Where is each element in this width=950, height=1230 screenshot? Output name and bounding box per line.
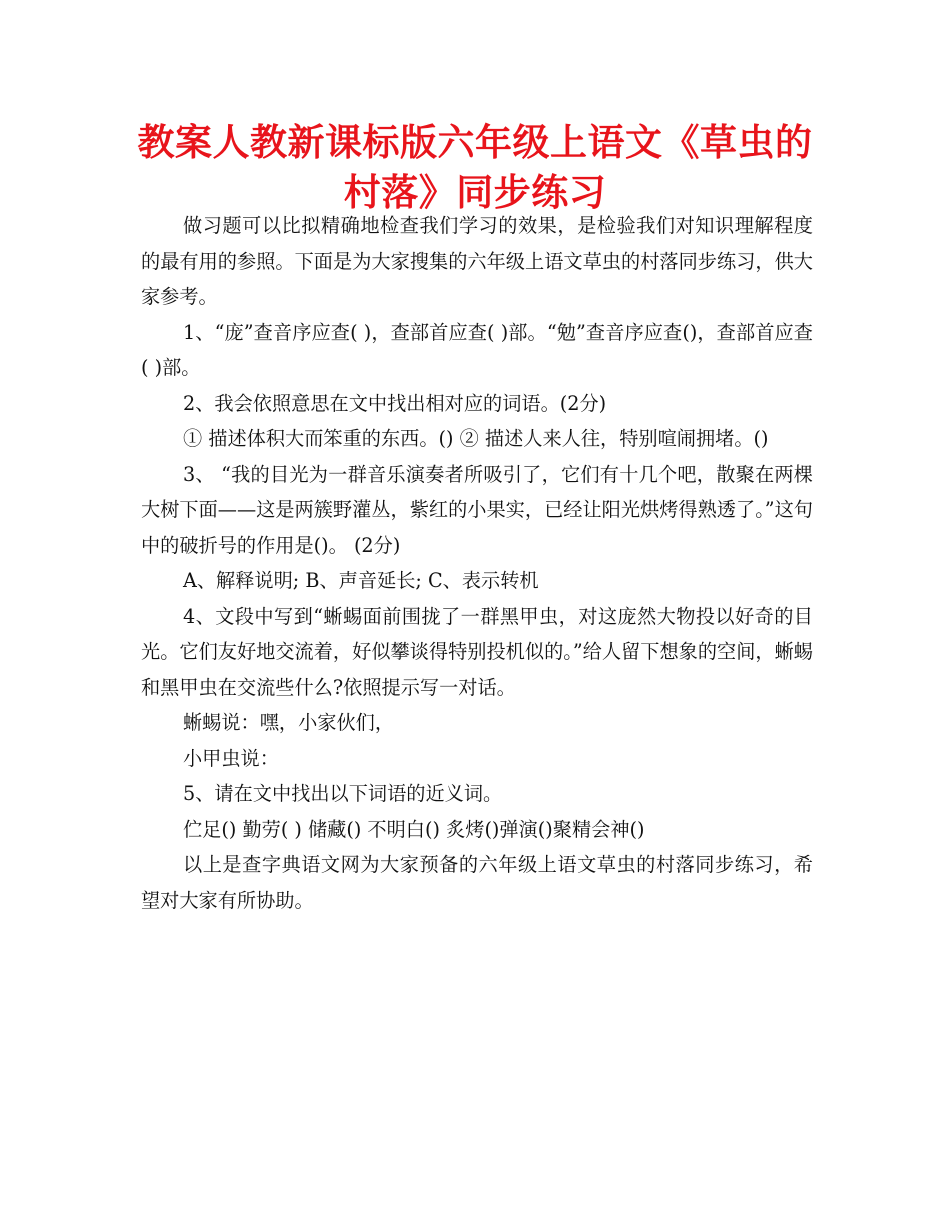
intro-paragraph: 做习题可以比拟精确地检查我们学习的效果，是检验我们对知识理解程度的最有用的参照。下面是为大家搜集的六年级上语文草虫的村落同步练习，供大家参考。 — [141, 214, 813, 308]
document-body — [141, 208, 813, 918]
question-2-items: ① 描述体积大而笨重的东西。() ② 描述人来人往，特别喧闹拥堵。() — [183, 427, 769, 450]
question-1: 1、“庞”查音序应查( )，查部首应查( )部。“勉”查音序应查()，查部首应查( )部。 — [141, 320, 813, 379]
question-3: 3、 “我的目光为一群音乐演奏者所吸引了，它们有十几个吧，散聚在两棵大树下面——这是两簇野灌丛，紫红的小果实，已经让阳光烘烤得熟透了。”这句中的破折号的作用是()。 (2分) — [141, 462, 813, 557]
question-4-lizard-line: 蜥蜴说：嘿，小家伙们， — [183, 711, 395, 734]
question-4-beetle-line: 小甲虫说： — [183, 746, 279, 770]
document-title: 教案人教新课标版六年级上语文《草虫的村落》同步练习 — [137, 121, 813, 214]
question-5-words: 伫足() 勤劳( ) 储藏() 不明白() 炙烤()弹演()聚精会神() — [183, 817, 645, 841]
question-5: 5、请在文中找出以下词语的近义词。 — [183, 782, 503, 805]
question-4: 4、文段中写到“蜥蜴面前围拢了一群黑甲虫，对这庞然大物投以好奇的目光。它们友好地交流着，好似攀谈得特别投机似的。”给人留下想象的空间，蜥蜴和黑甲虫在交流些什么?依照提示写一对话。 — [141, 604, 813, 699]
question-2: 2、我会依照意思在文中找出相对应的词语。(2分) — [183, 391, 607, 415]
question-3-options: A、解释说明; B、声音延长; C、表示转机 — [183, 569, 539, 592]
closing-paragraph: 以上是查字典语文网为大家预备的六年级上语文草虫的村落同步练习，希望对大家有所协助。 — [141, 853, 813, 912]
